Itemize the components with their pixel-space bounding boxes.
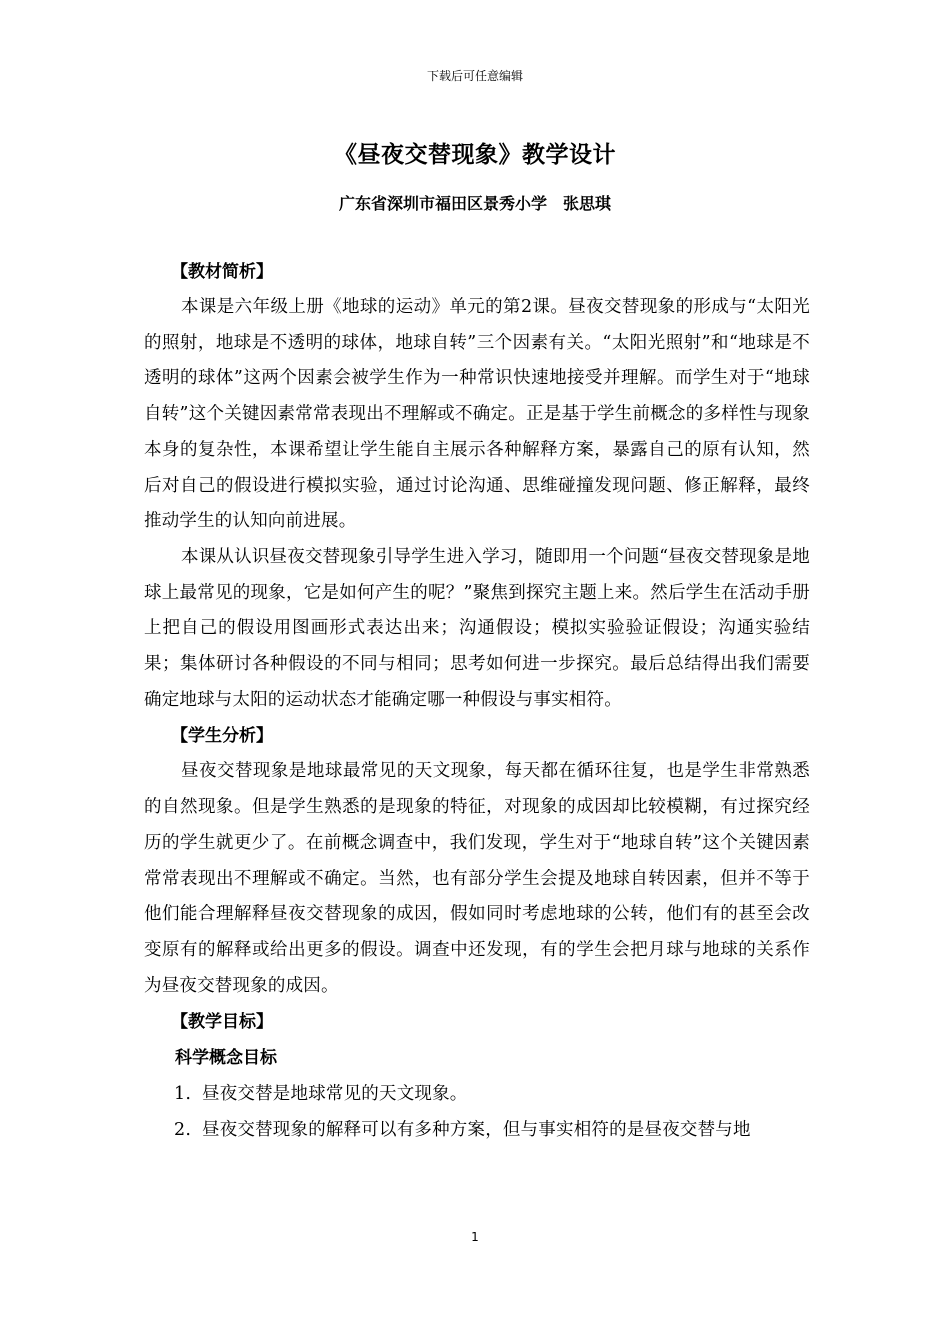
- goal-item-text: 昼夜交替是地球常见的天文现象。: [202, 1084, 468, 1105]
- document-body: [144, 254, 810, 1148]
- materials-paragraph-2: 本课从认识昼夜交替现象引导学生进入学习，随即用一个问题“昼夜交替现象是地球上最常见的现象，它是如何产生的呢？”聚焦到探究主题上来。然后学生在活动手册上把自己的假设用图画形式表达出来；沟通假设；模拟实验验证假设；沟通实验结果；集体研讨各种假设的不同与相同；思考如何进一步探究。最后总结得出我们需要确定地球与太阳的运动状态才能确定哪一种假设与事实相符。: [144, 546, 810, 710]
- goal-item-number: 1.: [174, 1084, 192, 1105]
- goal-item: [144, 1112, 810, 1148]
- document-title: 《昼夜交替现象》教学设计: [334, 142, 616, 168]
- section-heading-students: 【学生分析】: [171, 726, 273, 747]
- section-heading-materials: 【教材简析】: [171, 262, 273, 282]
- students-paragraph-1: 昼夜交替现象是地球最常见的天文现象，每天都在循环往复，也是学生非常熟悉的自然现象。但是学生熟悉的是现象的特征，对现象的成因却比较模糊，有过探究经历的学生就更少了。在前概念调查中，我们发现，学生对于“地球自转”这个关键因素常常表现出不理解或不确定。当然，也有部分学生会提及地球自转因素，但并不等于他们能合理解释昼夜交替现象的成因，假如同时考虑地球的公转，他们有的甚至会改变原有的解释或给出更多的假设。调查中还发现，有的学生会把月球与地球的关系作为昼夜交替现象的成因。: [144, 761, 810, 996]
- page-number: 1: [471, 1230, 479, 1244]
- materials-paragraph-1: 本课是六年级上册《地球的运动》单元的第2课。昼夜交替现象的形成与“太阳光的照射，地球是不透明的球体，地球自转”三个因素有关。“太阳光照射”和“地球是不透明的球体”这两个因素会被学生作为一种常识快速地接受并理解。而学生对于“地球自转”这个关键因素常常表现出不理解或不确定。正是基于学生前概念的多样性与现象本身的复杂性，本课希望让学生能自主展示各种解释方案，暴露自己的原有认知，然后对自己的假设进行模拟实验，通过讨论沟通、思维碰撞发现问题、修正解释，最终推动学生的认知向前进展。: [144, 297, 810, 532]
- goal-item: [144, 1076, 810, 1112]
- section-heading-goals: 【教学目标】: [171, 1012, 273, 1033]
- goals-subheading: 科学概念目标: [175, 1048, 277, 1069]
- author-line: 广东省深圳市福田区景秀小学 张思琪: [338, 194, 611, 213]
- goal-item-text: 昼夜交替现象的解释可以有多种方案，但与事实相符的是昼夜交替与地: [202, 1120, 751, 1141]
- download-note: 下载后可任意编辑: [426, 69, 523, 83]
- goal-item-number: 2.: [174, 1120, 192, 1141]
